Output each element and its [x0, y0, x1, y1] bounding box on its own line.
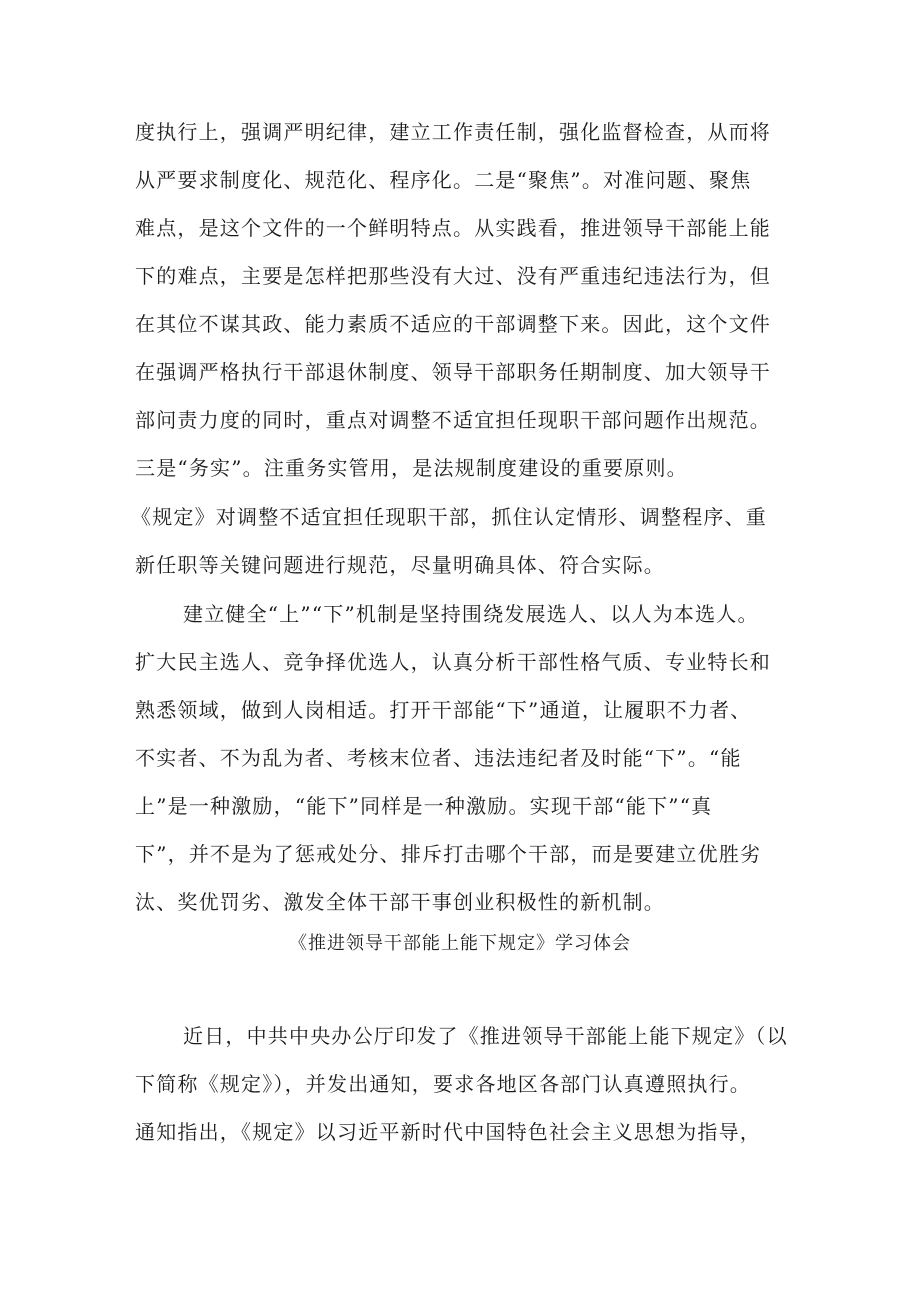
paragraph-line: 新任职等关键问题进行规范，尽量明确具体、符合实际。 — [135, 553, 665, 577]
paragraph-line: 不实者、不为乱为者、考核末位者、违法违纪者及时能“下”。“能 — [135, 746, 742, 770]
paragraph-line: 在其位不谋其政、能力素质不适应的干部调整下来。因此，这个文件 — [135, 312, 771, 336]
paragraph-line: 建立健全“上”“下”机制是坚持围绕发展选人、以人为本选人。 — [183, 602, 759, 626]
paragraph-line: 近日，中共中央办公厅印发了《推进领导干部能上能下规定》（以 — [183, 1024, 788, 1048]
paragraph-line: 在强调严格执行干部退休制度、领导干部职务任期制度、加大领导干 — [135, 360, 771, 384]
paragraph-line: 《规定》对调整不适宜担任现职干部，抓住认定情形、调整程序、重 — [131, 505, 767, 529]
paragraph-line: 部问责力度的同时，重点对调整不适宜担任现职干部问题作出规范。 — [135, 408, 771, 432]
paragraph-line: 下”，并不是为了惩戒处分、排斥打击哪个干部，而是要建立优胜劣 — [135, 842, 762, 866]
paragraph-line: 三是“务实”。注重务实管用，是法规制度建设的重要原则。 — [135, 456, 688, 480]
paragraph-line: 下简称《规定》），并发出通知，要求各地区各部门认真遵照执行。 — [135, 1072, 751, 1096]
article-title: 《推进领导干部能上能下规定》学习体会 — [289, 933, 631, 954]
paragraph-line: 度执行上，强调严明纪律，建立工作责任制，强化监督检查，从而将 — [135, 120, 771, 144]
paragraph-line: 下的难点，主要是怎样把那些没有大过、没有严重违纪违法行为，但 — [135, 264, 771, 288]
paragraph-line: 从严要求制度化、规范化、程序化。二是“聚焦”。对准问题、聚焦 — [135, 168, 752, 192]
paragraph-line: 扩大民主选人、竞争择优选人，认真分析干部性格气质、专业特长和 — [135, 650, 771, 674]
paragraph-line: 难点，是这个文件的一个鲜明特点。从实践看，推进领导干部能上能 — [135, 216, 771, 240]
paragraph-line: 汰、奖优罚劣、激发全体干部干事创业积极性的新机制。 — [135, 890, 665, 914]
paragraph-line: 通知指出，《规定》以习近平新时代中国特色社会主义思想为指导， — [135, 1120, 761, 1144]
paragraph-line: 熟悉领域，做到人岗相适。打开干部能“下”通道，让履职不力者、 — [135, 698, 752, 722]
paragraph-line: 上”是一种激励，“能下”同样是一种激励。实现干部“能下”“真 — [135, 794, 713, 818]
